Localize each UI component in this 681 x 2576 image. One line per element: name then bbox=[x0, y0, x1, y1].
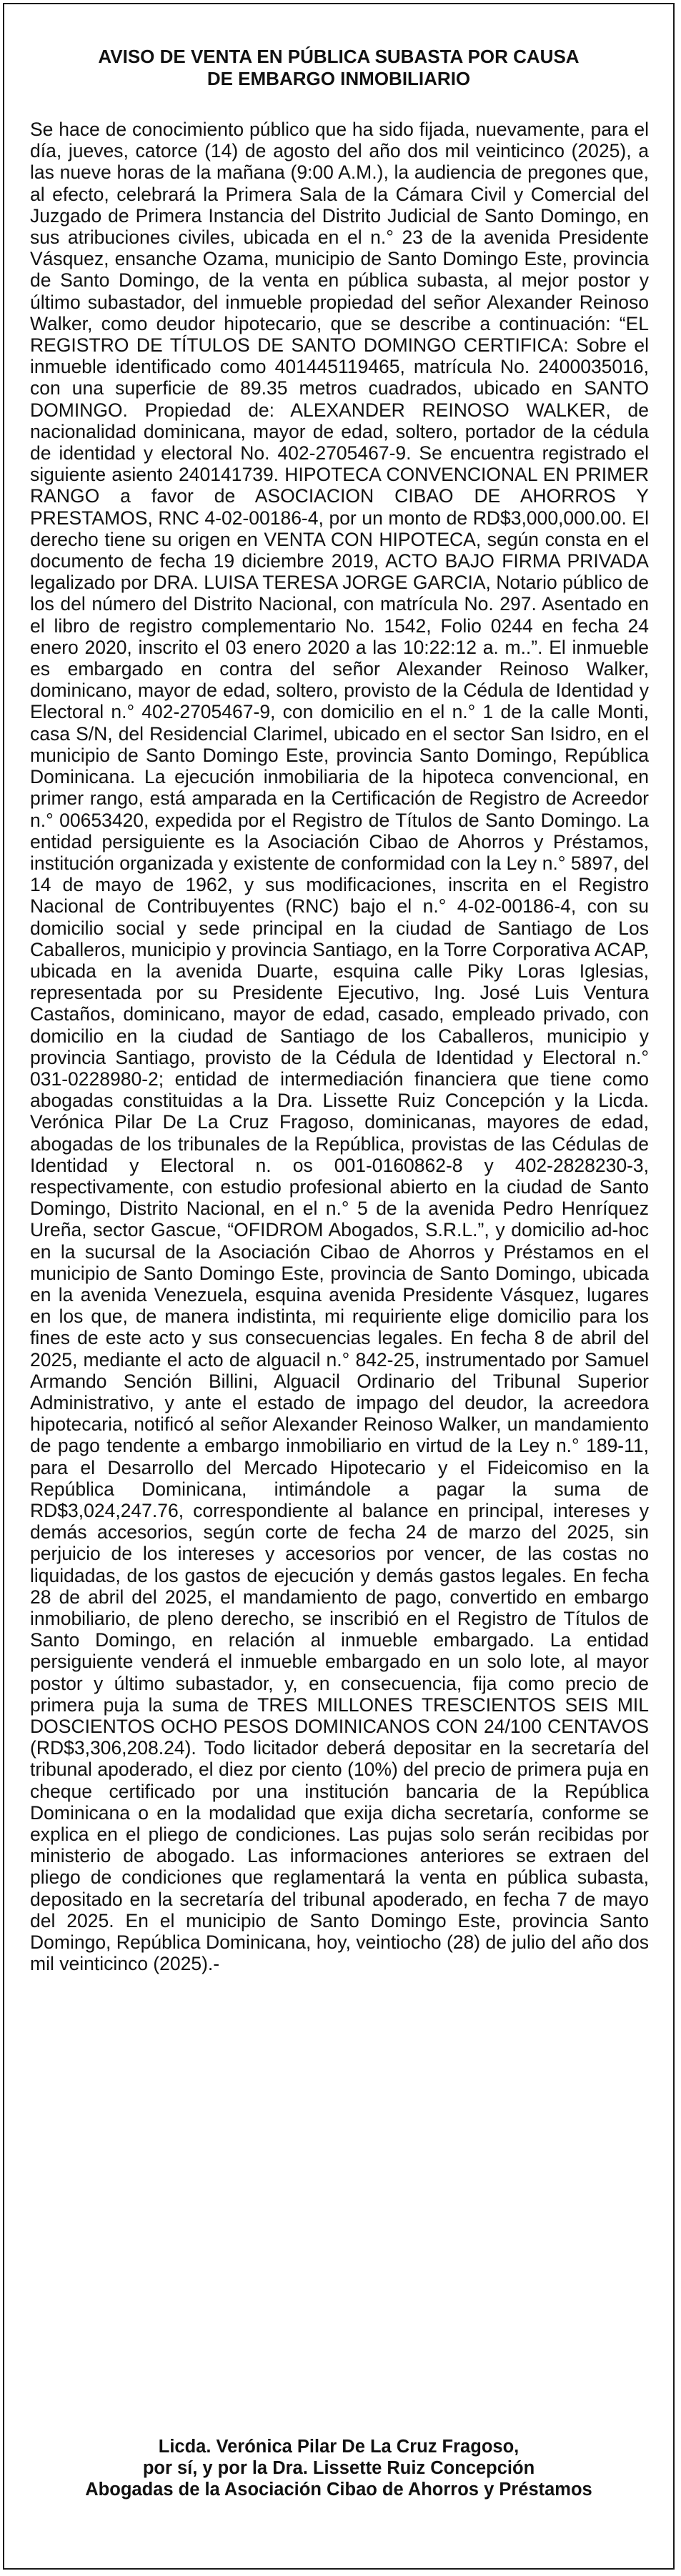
signature-line-3: Abogadas de la Asociación Cibao de Ahorros y Préstamos bbox=[85, 2480, 592, 2500]
notice-body: Se hace de conocimiento público que ha sido fijada, nuevamente, para el día, jueves, catorce (14) de agosto del año dos mil veinticinco (2025), a las nueve horas de la mañana (9:00 A.M.), la audiencia de pregones que, al efecto, celebrará la Primera Sala de la Cámara Civil y Comercial del Juzgado de Primera Instancia del Distrito Judicial de Santo Domingo, en sus atribuciones civiles, ubicada en el n.° 23 de la avenida Presidente Vásquez, ensanche Ozama, municipio de Santo Domingo Este, provincia de Santo Domingo, de la venta en pública subasta, al mejor postor y último subastador, del inmueble propiedad del señor Alexander Reinoso Walker, como deudor hipotecario, que se describe a continuación: “EL REGISTRO DE TÍTULOS DE SANTO DOMINGO CERTIFICA: Sobre el inmueble identificado como 401445119465, matrícula No. 2400035016, con una superficie de 89.35 metros cuadrados, ubicado en SANTO DOMINGO. Propiedad de: ALEXANDER REINOSO WALKER, de nacionalidad dominicana, mayor de edad, soltero, portador de la cédula de identidad y electoral No. 402-2705467-9. Se encuentra registrado el siguiente asiento 240141739. HIPOTECA CONVENCIONAL EN PRIMER RANGO a favor de ASOCIACION CIBAO DE AHORROS Y PRESTAMOS, RNC 4-02-00186-4, por un monto de RD$3,000,000.00. El derecho tiene su origen en VENTA CON HIPOTECA, según consta en el documento de fecha 19 diciembre 2019, ACTO BAJO FIRMA PRIVADA legalizado por DRA. LUISA TERESA JORGE GARCIA, Notario público de los del número del Distrito Nacional, con matrícula No. 297. Asentado en el libro de registro complementario No. 1542, Folio 0244 en fecha 24 enero 2020, inscrito el 03 enero 2020 a las 10:22:12 a. m..”. El inmueble es embargado en contra del señor Alexander Reinoso Walker, dominicano, mayor de edad, soltero, provisto de la Cédula de Identidad y Electoral n.° 402-2705467-9, con domicilio en el n.° 1 de la calle Monti, casa S/N, del Residencial Clarimel, ubicado en el sector San Isidro, en el municipio de Santo Domingo Este, provincia Santo Domingo, República Dominicana. La ejecución inmobiliaria de la hipoteca convencional, en primer rango, está amparada en la Certificación de Registro de Acreedor n.° 00653420, expedida por el Registro de Títulos de Santo Domingo. La entidad persiguiente es la Asociación Cibao de Ahorros y Préstamos, institución organizada y existente de conformidad con la Ley n.° 5897, del 14 de mayo de 1962, y sus modificaciones, inscrita en el Registro Nacional de Contribuyentes (RNC) bajo el n.° 4-02-00186-4, con su domicilio social y sede principal en la ciudad de Santiago de Los Caballeros, municipio y provincia Santiago, en la Torre Corporativa ACAP, ubicada en la avenida Duarte, esquina calle Piky Loras Iglesias, representada por su Presidente Ejecutivo, Ing. José Luis Ventura Castaños, dominicano, mayor de edad, casado, empleado privado, con domicilio en la ciudad de Santiago de los Caballeros, municipio y provincia Santiago, provisto de la Cédula de Identidad y Electoral n.° 031-0228980-2; entidad de intermediación financiera que tiene como abogadas constituidas a la Dra. Lissette Ruiz Concepción y la Licda. Verónica Pilar De La Cruz Fragoso, dominicanas, mayores de edad, abogadas de los tribunales de la República, provistas de las Cédulas de Identidad y Electoral n. os 001-0160862-8 y 402-2828230-3, respectivamente, con estudio profesional abierto en la ciudad de Santo Domingo, Distrito Nacional, en el n.° 5 de la avenida Pedro Henríquez Ureña, sector Gascue, “OFIDROM Abogados, S.R.L.”, y domicilio ad-hoc en la sucursal de la Asociación Cibao de Ahorros y Préstamos en el municipio de Santo Domingo Este, provincia de Santo Domingo, ubicada en la avenida Venezuela, esquina avenida Presidente Vásquez, lugares en los que, de manera indistinta, mi requiriente elige domicilio para los fines de este acto y sus consecuencias legales. En fecha 8 de abril del 2025, mediante el acto de alguacil n.° 842-25, instrumentado por Samuel Armando Sención Billini, Alguacil Ordinario del Tribunal Superior Administrativo, y ante el estado de impago del deudor, la acreedora hipotecaria, notificó al señor Alexander Reinoso Walker, un mandamiento de pago tendente a embargo inmobiliario en virtud de la Ley n.° 189-11, para el Desarrollo del Mercado Hipotecario y el Fideicomiso en la República Dominicana, intimándole a pagar la suma de RD$3,024,247.76, correspondiente al balance en principal, intereses y demás accesorios, según corte de fecha 24 de marzo del 2025, sin perjuicio de los intereses y accesorios por vencer, de las costas no liquidadas, de los gastos de ejecución y demás gastos legales. En fecha 28 de abril del 2025, el mandamiento de pago, convertido en embargo inmobiliario, de pleno derecho, se inscribió en el Registro de Títulos de Santo Domingo, en relación al inmueble embargado. La entidad persiguiente venderá el inmueble embargado en un solo lote, al mayor postor y último subastador, y, en consecuencia, fija como precio de primera puja la suma de TRES MILLONES TRESCIENTOS SEIS MIL DOSCIENTOS OCHO PESOS DOMINICANOS CON 24/100 CENTAVOS (RD$3,306,208.24). Todo licitador deberá depositar en la secretaría del tribunal apoderado, el diez por ciento (10%) del precio de primera puja en cheque certificado por una institución bancaria de la República Dominicana o en la modalidad que exija dicha secretaría, conforme se explica en el pliego de condiciones. Las pujas solo serán recibidas por ministerio de abogado. Las informaciones anteriores se extraen del pliego de condiciones que reglamentará la venta en pública subasta, depositado en la secretaría del tribunal apoderado, en fecha 7 de mayo del 2025. En el municipio de Santo Domingo Este, provincia Santo Domingo, República Dominicana, hoy, veintiocho (28) de julio del año dos mil veinticinco (2025).- bbox=[30, 119, 649, 1975]
signature-line-1: Licda. Verónica Pilar De La Cruz Fragoso, bbox=[158, 2437, 520, 2457]
notice-signature bbox=[26, 2436, 652, 2500]
notice-title-line-2: DE EMBARGO INMOBILIARIO bbox=[207, 68, 471, 89]
signature-line-2: por sí, y por la Dra. Lissette Ruiz Concepción bbox=[142, 2458, 535, 2478]
legal-notice bbox=[3, 3, 675, 2570]
notice-title-line-1: AVISO DE VENTA EN PÚBLICA SUBASTA POR CAUSA bbox=[98, 46, 580, 67]
notice-title bbox=[47, 46, 630, 90]
